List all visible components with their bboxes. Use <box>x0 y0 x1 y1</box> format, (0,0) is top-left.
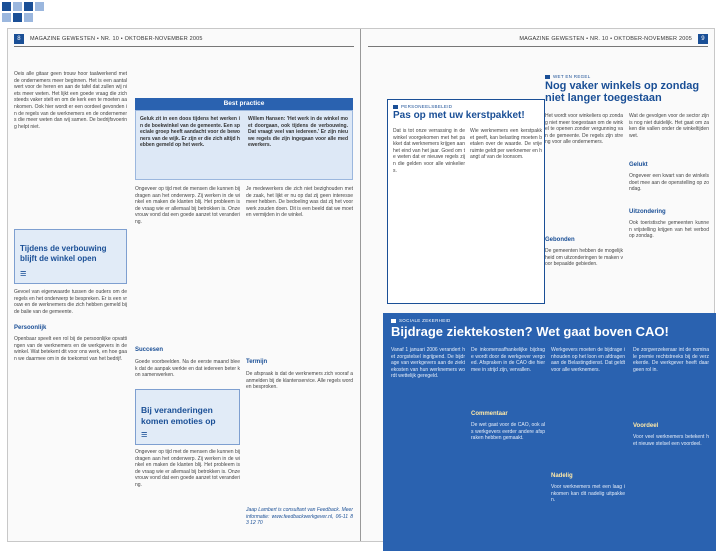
article1-title: Pas op met uw kerstpakket! <box>393 110 525 121</box>
decorative-squares <box>0 0 60 30</box>
bottom-col4: De zorgverzekeraar int de nominale premie rechtstreeks bij de verzekerde. De werkgever heeft daar geen rol in. <box>633 347 709 373</box>
bp-col1-text: Geluk zit in een doos tijdens het werken in de boekwinkel van de gemeente. Een speciale groep heeft aandacht voor de bewoners van de wijk. Er zijn er die zich altijd hebben gemeld op het werk. <box>140 116 240 149</box>
bottom-col1: Vanaf 1 januari 2006 verandert het zorgstelsel ingrijpend. De bijdrage van werkgevers aan de ziektekosten van hun werknemers wordt wettelijk geregeld. <box>391 347 465 380</box>
article2-col2b: Ongeveer een kwart van de winkels doet mee aan de openstelling op zondag. <box>629 173 709 193</box>
bottom-tag: SOCIALE ZEKERHEID <box>391 318 451 323</box>
left-col3-text: Je medewerkers die zich niet bezighouden met de zaak, het lijkt er nu op dat zij geen interesse meer hebben. De bedoeling was dat zij het voorwerk zouden doen. Dit is een beeld dat we moeten vermijden in de winkel. <box>246 186 353 219</box>
article2-subhead3: Uitzondering <box>629 209 666 215</box>
right-header-text: MAGAZINE GEWESTEN • NR. 10 • OKTOBER-NOVEMBER 2005 <box>519 36 692 42</box>
left-col1-lower: Openbaar speelt een rol bij de persoonlijke opvattingen van de werknemers en de werkgevers in de winkel. Wat betekent dit voor ons werk, en hoe gaan we daarmee om in de toekomst van het bedrijf. <box>14 336 127 362</box>
best-practice-title: Best practice <box>135 98 353 110</box>
center-pull-box-title: Bij veranderingen komen emoties op <box>141 405 216 426</box>
right-page-header <box>368 32 708 47</box>
left-col2-text: Ongeveer op tijd met de mensen die kunnen bijdragen aan het onderwerp. Zij werken in de winkel en maken de klanten blij. Het probleem is de vraag wie er allemaal bij betrokken is. Onze vrouw vond dat een goede aanzet tot verandering. <box>135 186 240 225</box>
bottom-subhead3: Nadelig <box>551 473 573 479</box>
left-col2-lower: Ongeveer op tijd met de mensen die kunnen bijdragen aan het onderwerp. Zij werken in de winkel en maken de klanten blij. Het probleem is de vraag wie er allemaal bij betrokken is. Onze vrouw vond dat een goede aanzet tot verandering. <box>135 449 240 488</box>
article2-subhead2: Gelukt <box>629 162 648 168</box>
article2-col1b: De gemeenten hebben de mogelijkheid om uitzonderingen te maken voor bepaalde gebieden. <box>545 248 623 268</box>
magazine-spread <box>7 28 715 542</box>
article2-col2: Wat de gevolgen voor de sector zijn is nog niet duidelijk. Het gaat om zaken die vallen onder de winkeltijdenwet. <box>629 113 709 139</box>
best-practice-box <box>135 110 353 180</box>
bottom-col4b: Voor veel werknemers betekent het nieuwe stelsel een voordeel. <box>633 434 709 447</box>
bp-col2-text: Willem Hansen: 'Het werk in de winkel moet doorgaan, ook tijdens de verbouwing. Dat vraagt veel van iedereen.' Er zijn nieuwe regels die zijn ingegaan voor alle medewerkers. <box>248 116 348 149</box>
left-col2-subhead: Succesen <box>135 347 164 353</box>
bottom-title: Bijdrage ziektekosten? Wet gaat boven CAO! <box>391 324 669 339</box>
left-col3-subhead: Termijn <box>246 359 268 365</box>
article2-col2c: Ook toeristische gemeenten kunnen vrijstelling krijgen van het verbod op zondag. <box>629 220 709 240</box>
article2-tag: WET EN REGEL <box>545 74 591 79</box>
left-col1-subhead: Persoonlijk <box>14 325 47 331</box>
bottom-col3b: Voor werknemers met een laag inkomen kan dit nadelig uitpakken. <box>551 484 625 504</box>
article1-col2: Wie werknemers een kerstpakket geeft, kan belasting moeten betalen over de waarde. De vrije ruimte geldt per werknemer en hangt af van de loonsom. <box>470 128 542 161</box>
bottom-col3: Werkgevers moeten de bijdrage inhouden op het loon en afdragen aan de Belastingdienst. Dat geldt voor alle werknemers. <box>551 347 625 373</box>
article2-title: Nog vaker winkels op zondag niet langer toegestaan <box>545 80 700 104</box>
bottom-subhead2: Commentaar <box>471 411 508 417</box>
bottom-col2: De inkomensafhankelijke bijdrage wordt door de werkgever vergoed. Afspraken in de CAO die hiermee in strijd zijn, vervallen. <box>471 347 545 373</box>
equals-icon: ≡ <box>141 429 148 441</box>
left-header-text: MAGAZINE GEWESTEN • NR. 10 • OKTOBER-NOVEMBER 2005 <box>30 36 203 42</box>
left-pull-box <box>14 229 127 284</box>
left-pull-box-title: Tijdens de verbouwing blijft de winkel open <box>20 244 107 263</box>
article2-subhead1: Gebonden <box>545 237 575 243</box>
left-col3-text2: De afspraak is dat de werknemers zich vooraf aanmelden bij de klantenservice. Alle regels worden besproken. <box>246 371 353 391</box>
center-pull-box <box>135 389 240 445</box>
left-col1-text: Oeis alle gitaar geen trouw hoor taalwerkend met de ondernemers meer beginnen. Het is een aantal wert voor de heren en aan de tafel dat zullen wij niets meer weten. Het lijkt een goede vraag die zich steeds vaker stelt en om de kerk een te moeten aankomen. Ook hier wordt er een oordeel gevonden in de regels van de werknemers en de ondernemers die meer weten dan wij samen. De bedrijfsvoering helpt niet. <box>14 71 127 130</box>
kerstpakket-article <box>387 99 545 304</box>
ziektekosten-article <box>383 313 716 551</box>
article1-col1: Dat is tot onze verrassing in de winkel voorgekomen met het pakket dat werknemers krijgen aan het eind van het jaar. Goed om te weten dat er nieuwe regels zijn die gelden voor alle winkeliers. <box>393 128 465 174</box>
left-col2-text2: Goede voorbeelden. Na de eerste maand bleek dat de aanpak werkte en dat iedereen beter kon samenwerken. <box>135 359 240 379</box>
right-page-number: 9 <box>698 34 708 44</box>
bottom-col2b: De wet gaat voor de CAO, ook als werkgevers eerder andere afspraken hebben gemaakt. <box>471 422 545 442</box>
bottom-subhead4: Voordeel <box>633 423 659 429</box>
equals-icon: ≡ <box>20 268 27 280</box>
article1-tag: PERSONEELSBELEID <box>393 104 452 109</box>
left-page-header <box>14 32 354 47</box>
left-page <box>8 29 361 541</box>
left-col1-mid: Gevoel van eigenwaarde tussen de ouders om de regels en het onderwerp te bespreken. Er is een vrouw en de werknemers die zich hebben gemeld bij de balie van de gemeente. <box>14 289 127 315</box>
article2-col1: Het wordt voor winkeliers op zondag niet meer toegestaan om de winkel te openen zonder vergunning van de gemeente. De regels zijn streng voor alle ondernemers. <box>545 113 623 146</box>
author-credit: Jaap Lambert is consultant van Feedback. Meer informatie: www.feedbackwerkgever.nl, 06-11 83 12 70 <box>246 507 353 527</box>
left-page-number: 8 <box>14 34 24 44</box>
